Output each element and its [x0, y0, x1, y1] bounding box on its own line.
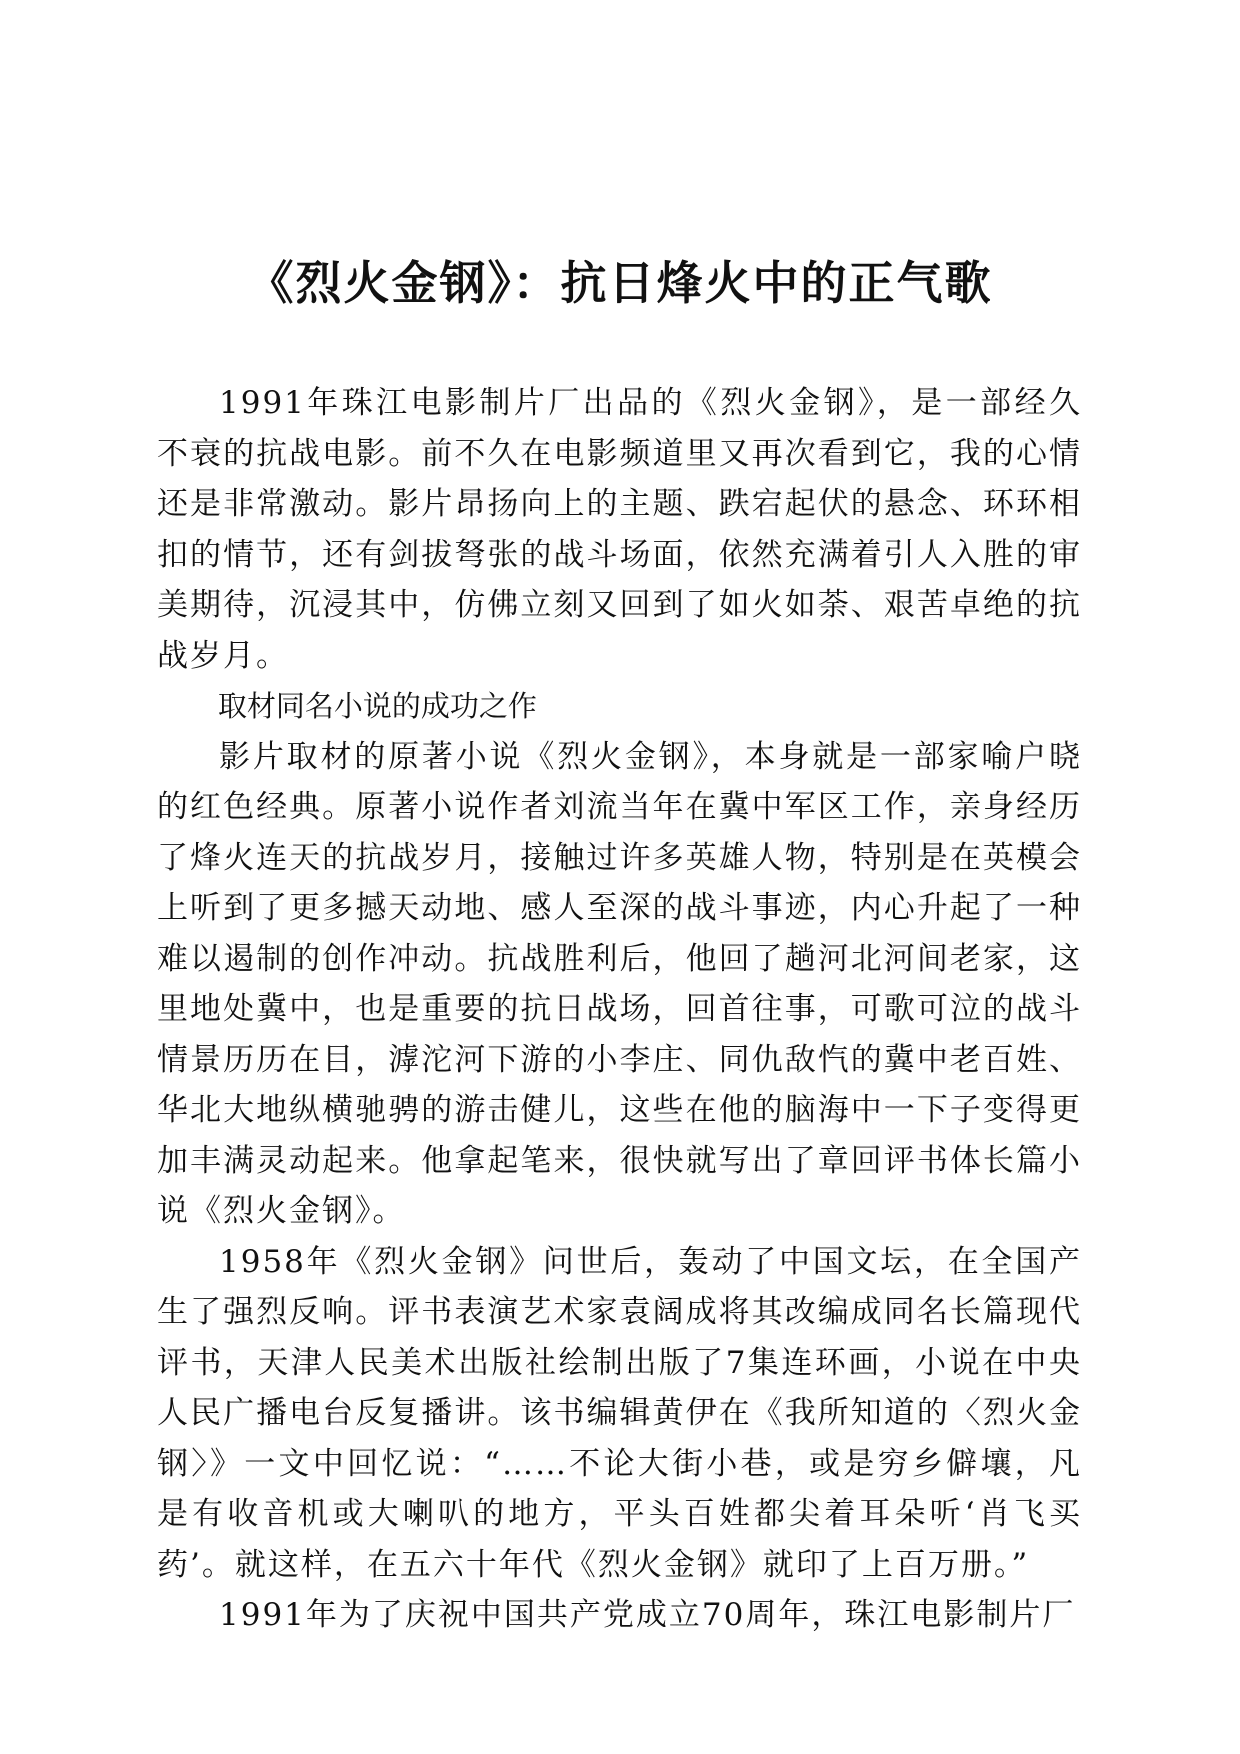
document-body — [157, 378, 1082, 1641]
intro-paragraph: 1991年珠江电影制片厂出品的《烈火金钢》，是一部经久不衰的抗战电影。前不久在电影频道里又再次看到它，我的心情还是非常激动。影片昂扬向上的主题、跌宕起伏的悬念、环环相扣的情节，还有剑拔弩张的战斗场面，依然充满着引人入胜的审美期待，沉浸其中，仿佛立刻又回到了如火如荼、艰苦卓绝的抗战岁月。 — [157, 385, 1082, 674]
section-paragraph-1: 影片取材的原著小说《烈火金钢》，本身就是一部家喻户晓的红色经典。原著小说作者刘流当年在冀中军区工作，亲身经历了烽火连天的抗战岁月，接触过许多英雄人物，特别是在英模会上听到了更多撼天动地、感人至深的战斗事迹，内心升起了一种难以遏制的创作冲动。抗战胜利后，他回了趟河北河间老家，这里地处冀中，也是重要的抗日战场，回首往事，可歌可泣的战斗情景历历在目，滹沱河下游的小李庄、同仇敌忾的冀中老百姓、华北大地纵横驰骋的游击健儿，这些在他的脑海中一下子变得更加丰满灵动起来。他拿起笔来，很快就写出了章回评书体长篇小说《烈火金钢》。 — [157, 738, 1082, 1229]
section-paragraph-3: 1991年为了庆祝中国共产党成立70周年，珠江电影制片厂 — [219, 1597, 1076, 1633]
section-paragraph-2: 1958年《烈火金钢》问世后，轰动了中国文坛，在全国产生了强烈反响。评书表演艺术家袁阔成将其改编成同名长篇现代评书，天津人民美术出版社绘制出版了7集连环画，小说在中央人民广播电台反复播讲。该书编辑黄伊在《我所知道的〈烈火金钢〉》一文中回忆说：“……不论大街小巷，或是穷乡僻壤，凡是有收音机或大喇叭的地方，平头百姓都尖着耳朵听‘肖飞买药’。就这样，在五六十年代《烈火金钢》就印了上百万册。” — [157, 1243, 1082, 1583]
section-heading: 取材同名小说的成功之作 — [217, 689, 537, 723]
document-title: 《烈火金钢》：抗日烽火中的正气歌 — [247, 256, 993, 310]
